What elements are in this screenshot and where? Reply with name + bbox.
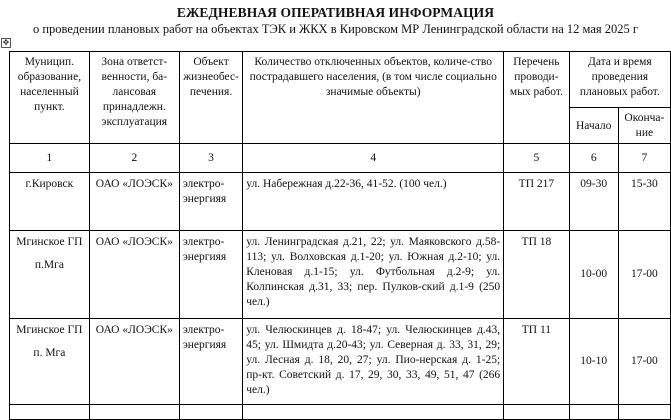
table-row xyxy=(10,173,671,231)
column-number: 1 xyxy=(10,144,90,173)
column-number: 3 xyxy=(179,144,242,173)
row-end: 17-00 xyxy=(618,231,670,319)
row-end: 15-30 xyxy=(618,173,670,231)
header-zone: Зона ответст-венности, ба-лансовая принадлежн. эксплуатация xyxy=(89,52,179,144)
row-place xyxy=(10,173,90,231)
column-number: 2 xyxy=(89,144,179,173)
row-work: ТП 217 xyxy=(504,173,569,231)
table-row xyxy=(10,319,671,405)
page-title: ЕЖЕДНЕВНАЯ ОПЕРАТИВНАЯ ИНФОРМАЦИЯ xyxy=(176,5,495,20)
row-details: ул. Ленинградская д.21, 22; ул. Маяковского д.58-113; ул. Волховская д.1-20; ул. Южная д.2-10; ул. Кленовая д.1-15; ул. Футбольная д.2-9; ул. Колпинская д.31, 33; пер. Пулков-ский д.1-9 (250 чел.) xyxy=(243,231,504,319)
row-place xyxy=(10,319,90,405)
row-end: 17-00 xyxy=(618,319,670,405)
header-municipality: Муницип. образование, населенный пункт. xyxy=(10,52,90,144)
row-details: ул. Челюскинцев д. 18-47; ул. Челюскинцев д.43, 45; ул. Шмидта д.20-43; ул. Северная д. 33, 31, 29; ул. Лесная д. 18, 20, 27; ул. Пио-нерская д. 1-25; пр-кт. Советский д. 17, 29, 30, 33, 49, 51, 47 (266 чел.) xyxy=(243,319,504,405)
row-place-name: Мгинское ГП xyxy=(16,324,83,336)
header-object: Объект жизнеобес-печения. xyxy=(179,52,242,144)
table-row xyxy=(10,231,671,319)
works-table xyxy=(9,51,671,420)
row-zone: ОАО «ЛОЭСК» xyxy=(89,173,179,231)
row-work: ТП 11 xyxy=(504,319,569,405)
header-end: Оконча-ние xyxy=(618,108,670,144)
row-place-settlement: п.Мга xyxy=(34,259,64,271)
header-start: Начало xyxy=(569,108,618,144)
column-number: 7 xyxy=(618,144,670,173)
row-zone: ОАО «ЛОЭСК» xyxy=(89,231,179,319)
row-object: электро-энергияя xyxy=(179,231,242,319)
header-row xyxy=(10,52,671,108)
column-number: 6 xyxy=(569,144,618,173)
row-details: ул. Набережная д.22-36, 41-52. (100 чел.) xyxy=(243,173,504,231)
row-place-settlement: п. Мга xyxy=(33,347,66,359)
row-object: электро-энергияя xyxy=(179,173,242,231)
row-start: 09-30 xyxy=(569,173,618,231)
column-number: 5 xyxy=(504,144,569,173)
table-row-partial xyxy=(10,405,671,420)
row-place-name: г.Кировск xyxy=(25,178,74,190)
row-place xyxy=(10,231,90,319)
move-handle-icon[interactable]: ✥ xyxy=(2,38,10,47)
page-subtitle: о проведении плановых работ на объектах ТЭК и ЖКХ в Кировском МР Ленинградской области на 12 мая 2025 г xyxy=(32,22,639,36)
header-details: Количество отключенных объектов, количе-ство пострадавшего населения, (в том числе социально значимые объекты) xyxy=(243,52,504,144)
column-number: 4 xyxy=(243,144,504,173)
column-numbers-row xyxy=(10,144,671,173)
row-zone: ОАО «ЛОЭСК» xyxy=(89,319,179,405)
row-object: электро-энергияя xyxy=(179,319,242,405)
row-work: ТП 18 xyxy=(504,231,569,319)
row-start: 10-10 xyxy=(569,319,618,405)
row-start: 10-00 xyxy=(569,231,618,319)
header-work: Перечень проводи-мых работ. xyxy=(504,52,569,144)
row-place-name: Мгинское ГП xyxy=(16,236,83,248)
header-datetime: Дата и время проведения плановых работ. xyxy=(569,52,670,108)
